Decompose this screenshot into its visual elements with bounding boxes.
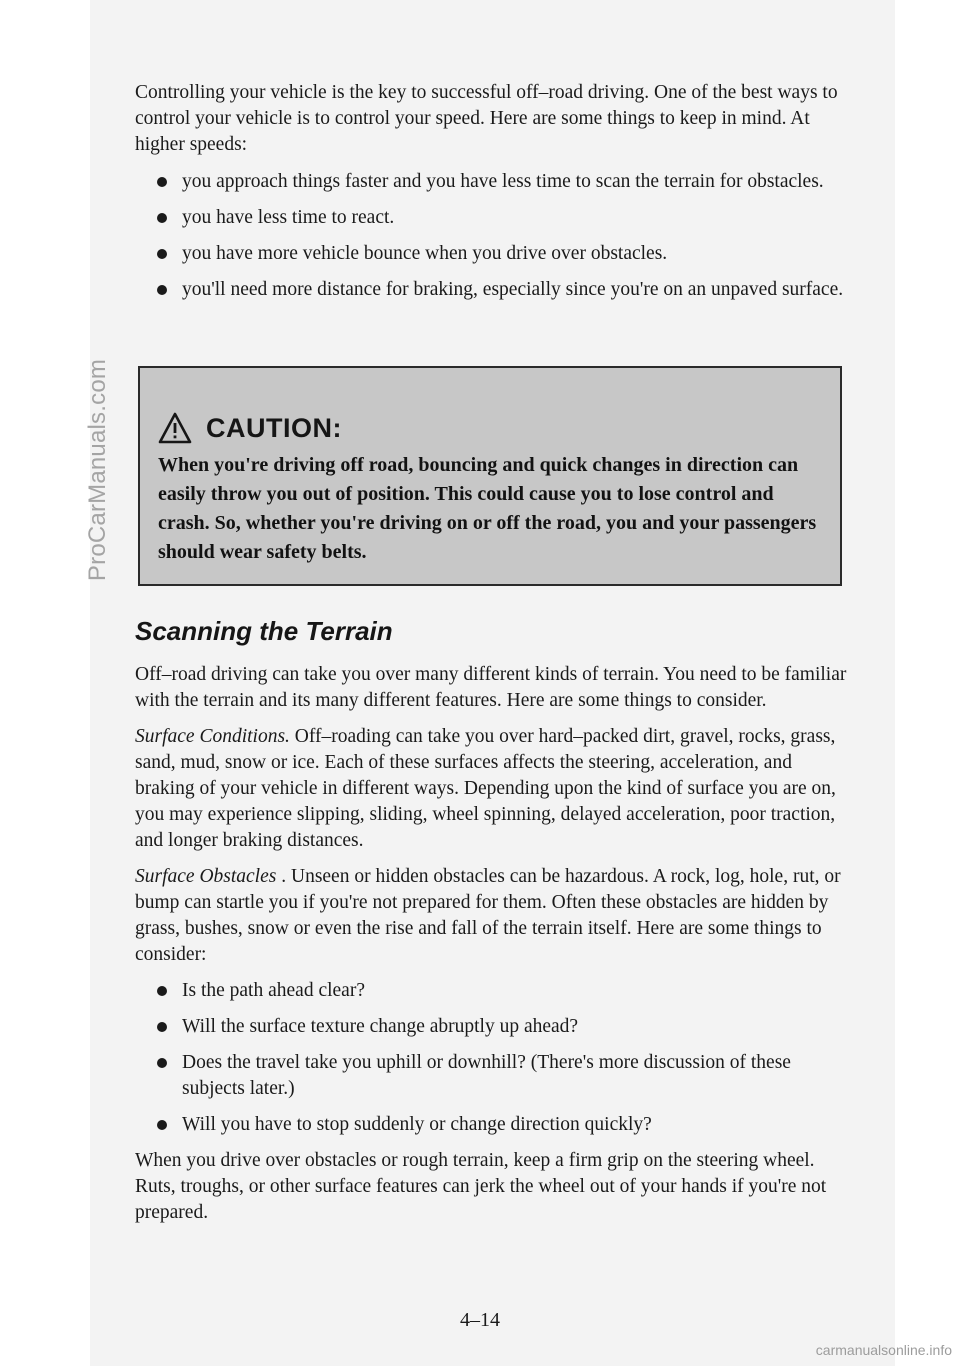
bullet-icon [157,249,167,259]
obstacle-bullet-list [135,978,847,1138]
watermark-carmanualsonline: carmanualsonline.info [815,1342,952,1358]
list-item: you have less time to react. [135,205,847,231]
bullet-icon [157,986,167,996]
surface-conditions-text: Off–roading can take you over hard–packed dirt, gravel, rocks, grass, sand, mud, snow or ice. Each of these surfaces affects the steering, acceleration, and braking of your vehicle in different ways. Depending upon the kind of surface you are on, you may experience slipping, sliding, wheel spinning, delayed acceleration, poor traction, and longer braking distances. [135,726,836,851]
terrain-section [135,616,847,1236]
intro-section [135,80,847,313]
warning-triangle-icon [158,412,192,444]
surface-obstacles-text: . Unseen or hidden obstacles can be hazardous. A rock, log, hole, rut, or bump can startle you if you're not prepared for them. Often these obstacles are hidden by grass, bushes, snow or even the rise and fall of the terrain itself. Here are some things to consider: [135,866,841,965]
surface-conditions-label: Surface Conditions. [135,726,290,747]
list-item: Is the path ahead clear? [135,978,847,1004]
list-item: you approach things faster and you have less time to scan the terrain for obstacles. [135,169,847,195]
caution-header [158,412,342,444]
watermark-procarmanuals: ProCarManuals.com [84,358,111,582]
list-item: Does the travel take you uphill or downhill? (There's more discussion of these subjects later.) [135,1050,847,1102]
intro-paragraph: Controlling your vehicle is the key to successful off–road driving. One of the best ways to control your vehicle is to control your speed. Here are some things to keep in mind. At higher speeds: [135,82,838,155]
page-number: 4–14 [460,1309,500,1331]
caution-box [138,366,842,586]
closing-paragraph: When you drive over obstacles or rough terrain, keep a firm grip on the steering wheel. Ruts, troughs, or other surface features can jerk the wheel out of your hands if you're not prepared. [135,1150,827,1223]
bullet-icon [157,177,167,187]
bullet-icon [157,1058,167,1068]
list-item: you'll need more distance for braking, especially since you're on an unpaved surface. [135,277,847,303]
list-item: you have more vehicle bounce when you drive over obstacles. [135,241,847,267]
surface-conditions-paragraph [135,724,847,854]
surface-obstacles-paragraph [135,864,847,968]
bullet-icon [157,213,167,223]
terrain-intro-paragraph: Off–road driving can take you over many different kinds of terrain. You need to be familiar with the terrain and its many different features. Here are some things to consider. [135,664,847,711]
surface-obstacles-label: Surface Obstacles [135,866,277,887]
bullet-icon [157,1022,167,1032]
section-heading: Scanning the Terrain [135,616,393,646]
list-item: Will the surface texture change abruptly up ahead? [135,1014,847,1040]
list-item: Will you have to stop suddenly or change direction quickly? [135,1112,847,1138]
bullet-icon [157,1120,167,1130]
caution-text: When you're driving off road, bouncing and quick changes in direction can easily throw you out of position. This could cause you to lose control and crash. So, whether you're driving on or off the road, you and your passengers should wear safety belts. [158,454,817,563]
bullet-icon [157,285,167,295]
caution-title: CAUTION: [206,412,342,443]
speed-bullet-list [135,169,847,303]
